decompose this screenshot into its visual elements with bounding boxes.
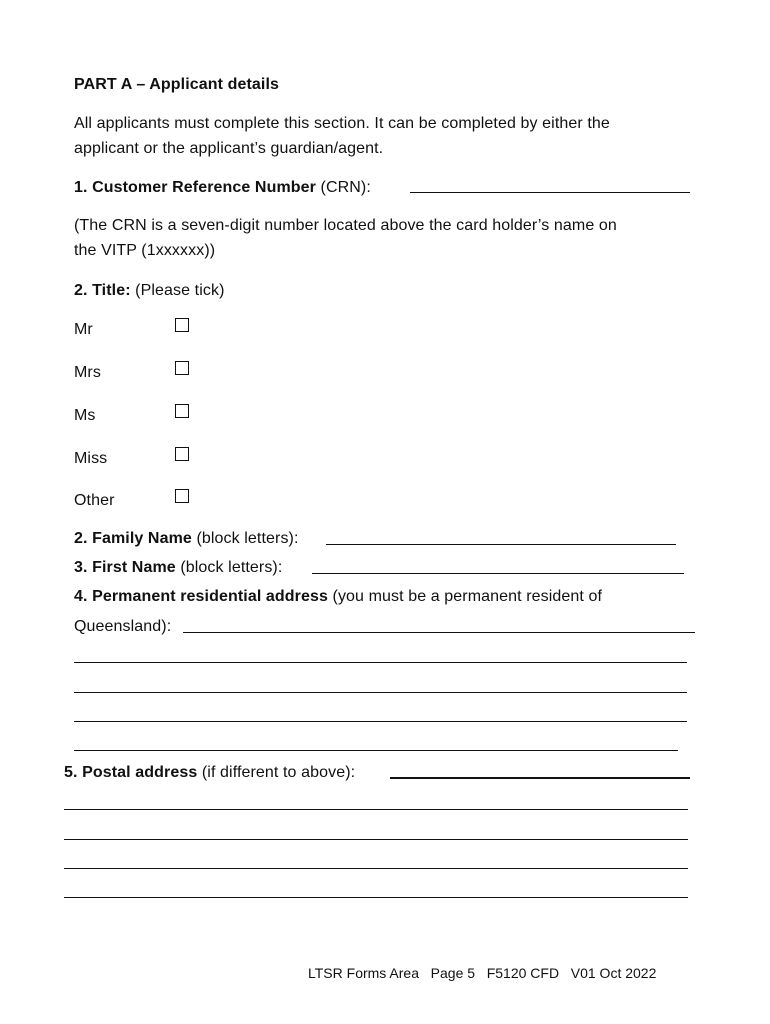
footer-page: Page 5 xyxy=(430,965,476,981)
residential-address-input-line-5[interactable] xyxy=(74,750,678,751)
title-option-miss-label: Miss xyxy=(74,450,108,467)
crn-label-rest: (CRN): xyxy=(316,179,371,196)
title-label-bold: 2. Title: xyxy=(74,282,131,299)
title-option-ms-checkbox[interactable] xyxy=(175,404,189,418)
postal-address-label-rest: (if different to above): xyxy=(197,764,356,781)
crn-note-line-1: (The CRN is a seven-digit number located above the card holder’s name on xyxy=(74,217,617,234)
postal-address-input-line-4[interactable] xyxy=(64,868,688,869)
family-name-label-rest: (block letters): xyxy=(191,530,299,547)
title-option-other-label: Other xyxy=(74,492,115,509)
intro-line-2: applicant or the applicant’s guardian/agent. xyxy=(74,140,384,157)
family-name-label-bold: 2. Family Name xyxy=(74,530,192,547)
family-name-label xyxy=(74,529,299,549)
postal-address-input-line-1[interactable] xyxy=(390,777,690,779)
first-name-input-line[interactable] xyxy=(312,573,684,574)
family-name-input-line[interactable] xyxy=(326,544,676,545)
postal-address-input-line-5[interactable] xyxy=(64,897,688,898)
postal-address-input-line-3[interactable] xyxy=(64,839,688,840)
residential-address-label xyxy=(74,587,602,607)
crn-label-bold: 1. Customer Reference Number xyxy=(74,179,316,196)
footer-form-code: F5120 CFD xyxy=(486,965,560,981)
first-name-label-rest: (block letters): xyxy=(175,559,283,576)
page-footer xyxy=(308,964,656,982)
residential-address-label-bold: 4. Permanent residential address xyxy=(74,588,328,605)
residential-address-input-line-3[interactable] xyxy=(74,692,687,693)
residential-address-input-line-2[interactable] xyxy=(74,662,687,663)
first-name-label xyxy=(74,558,282,578)
title-option-mrs-checkbox[interactable] xyxy=(175,361,189,375)
intro-line-1: All applicants must complete this section. It can be completed by either the xyxy=(74,115,610,132)
title-option-mr-checkbox[interactable] xyxy=(175,318,189,332)
title-option-miss-checkbox[interactable] xyxy=(175,447,189,461)
residential-address-label-line-2: Queensland): xyxy=(74,618,172,635)
postal-address-label xyxy=(64,763,355,783)
title-option-mrs-label: Mrs xyxy=(74,364,101,381)
crn-label xyxy=(74,178,371,198)
residential-address-label-rest: (you must be a permanent resident of xyxy=(327,588,603,605)
title-option-mr-label: Mr xyxy=(74,321,93,338)
title-label-rest: (Please tick) xyxy=(130,282,225,299)
residential-address-input-line-4[interactable] xyxy=(74,721,687,722)
part-heading: PART A – Applicant details xyxy=(74,76,279,93)
title-label xyxy=(74,281,225,301)
postal-address-label-bold: 5. Postal address xyxy=(64,764,198,781)
crn-input-line[interactable] xyxy=(410,192,690,193)
residential-address-input-line-1[interactable] xyxy=(183,632,695,633)
title-option-ms-label: Ms xyxy=(74,407,96,424)
title-option-other-checkbox[interactable] xyxy=(175,489,189,503)
crn-note-line-2: the VITP (1xxxxxx)) xyxy=(74,242,216,259)
footer-version: V01 Oct 2022 xyxy=(570,965,657,981)
postal-address-input-line-2[interactable] xyxy=(64,809,688,810)
footer-area: LTSR Forms Area xyxy=(308,965,419,981)
first-name-label-bold: 3. First Name xyxy=(74,559,176,576)
